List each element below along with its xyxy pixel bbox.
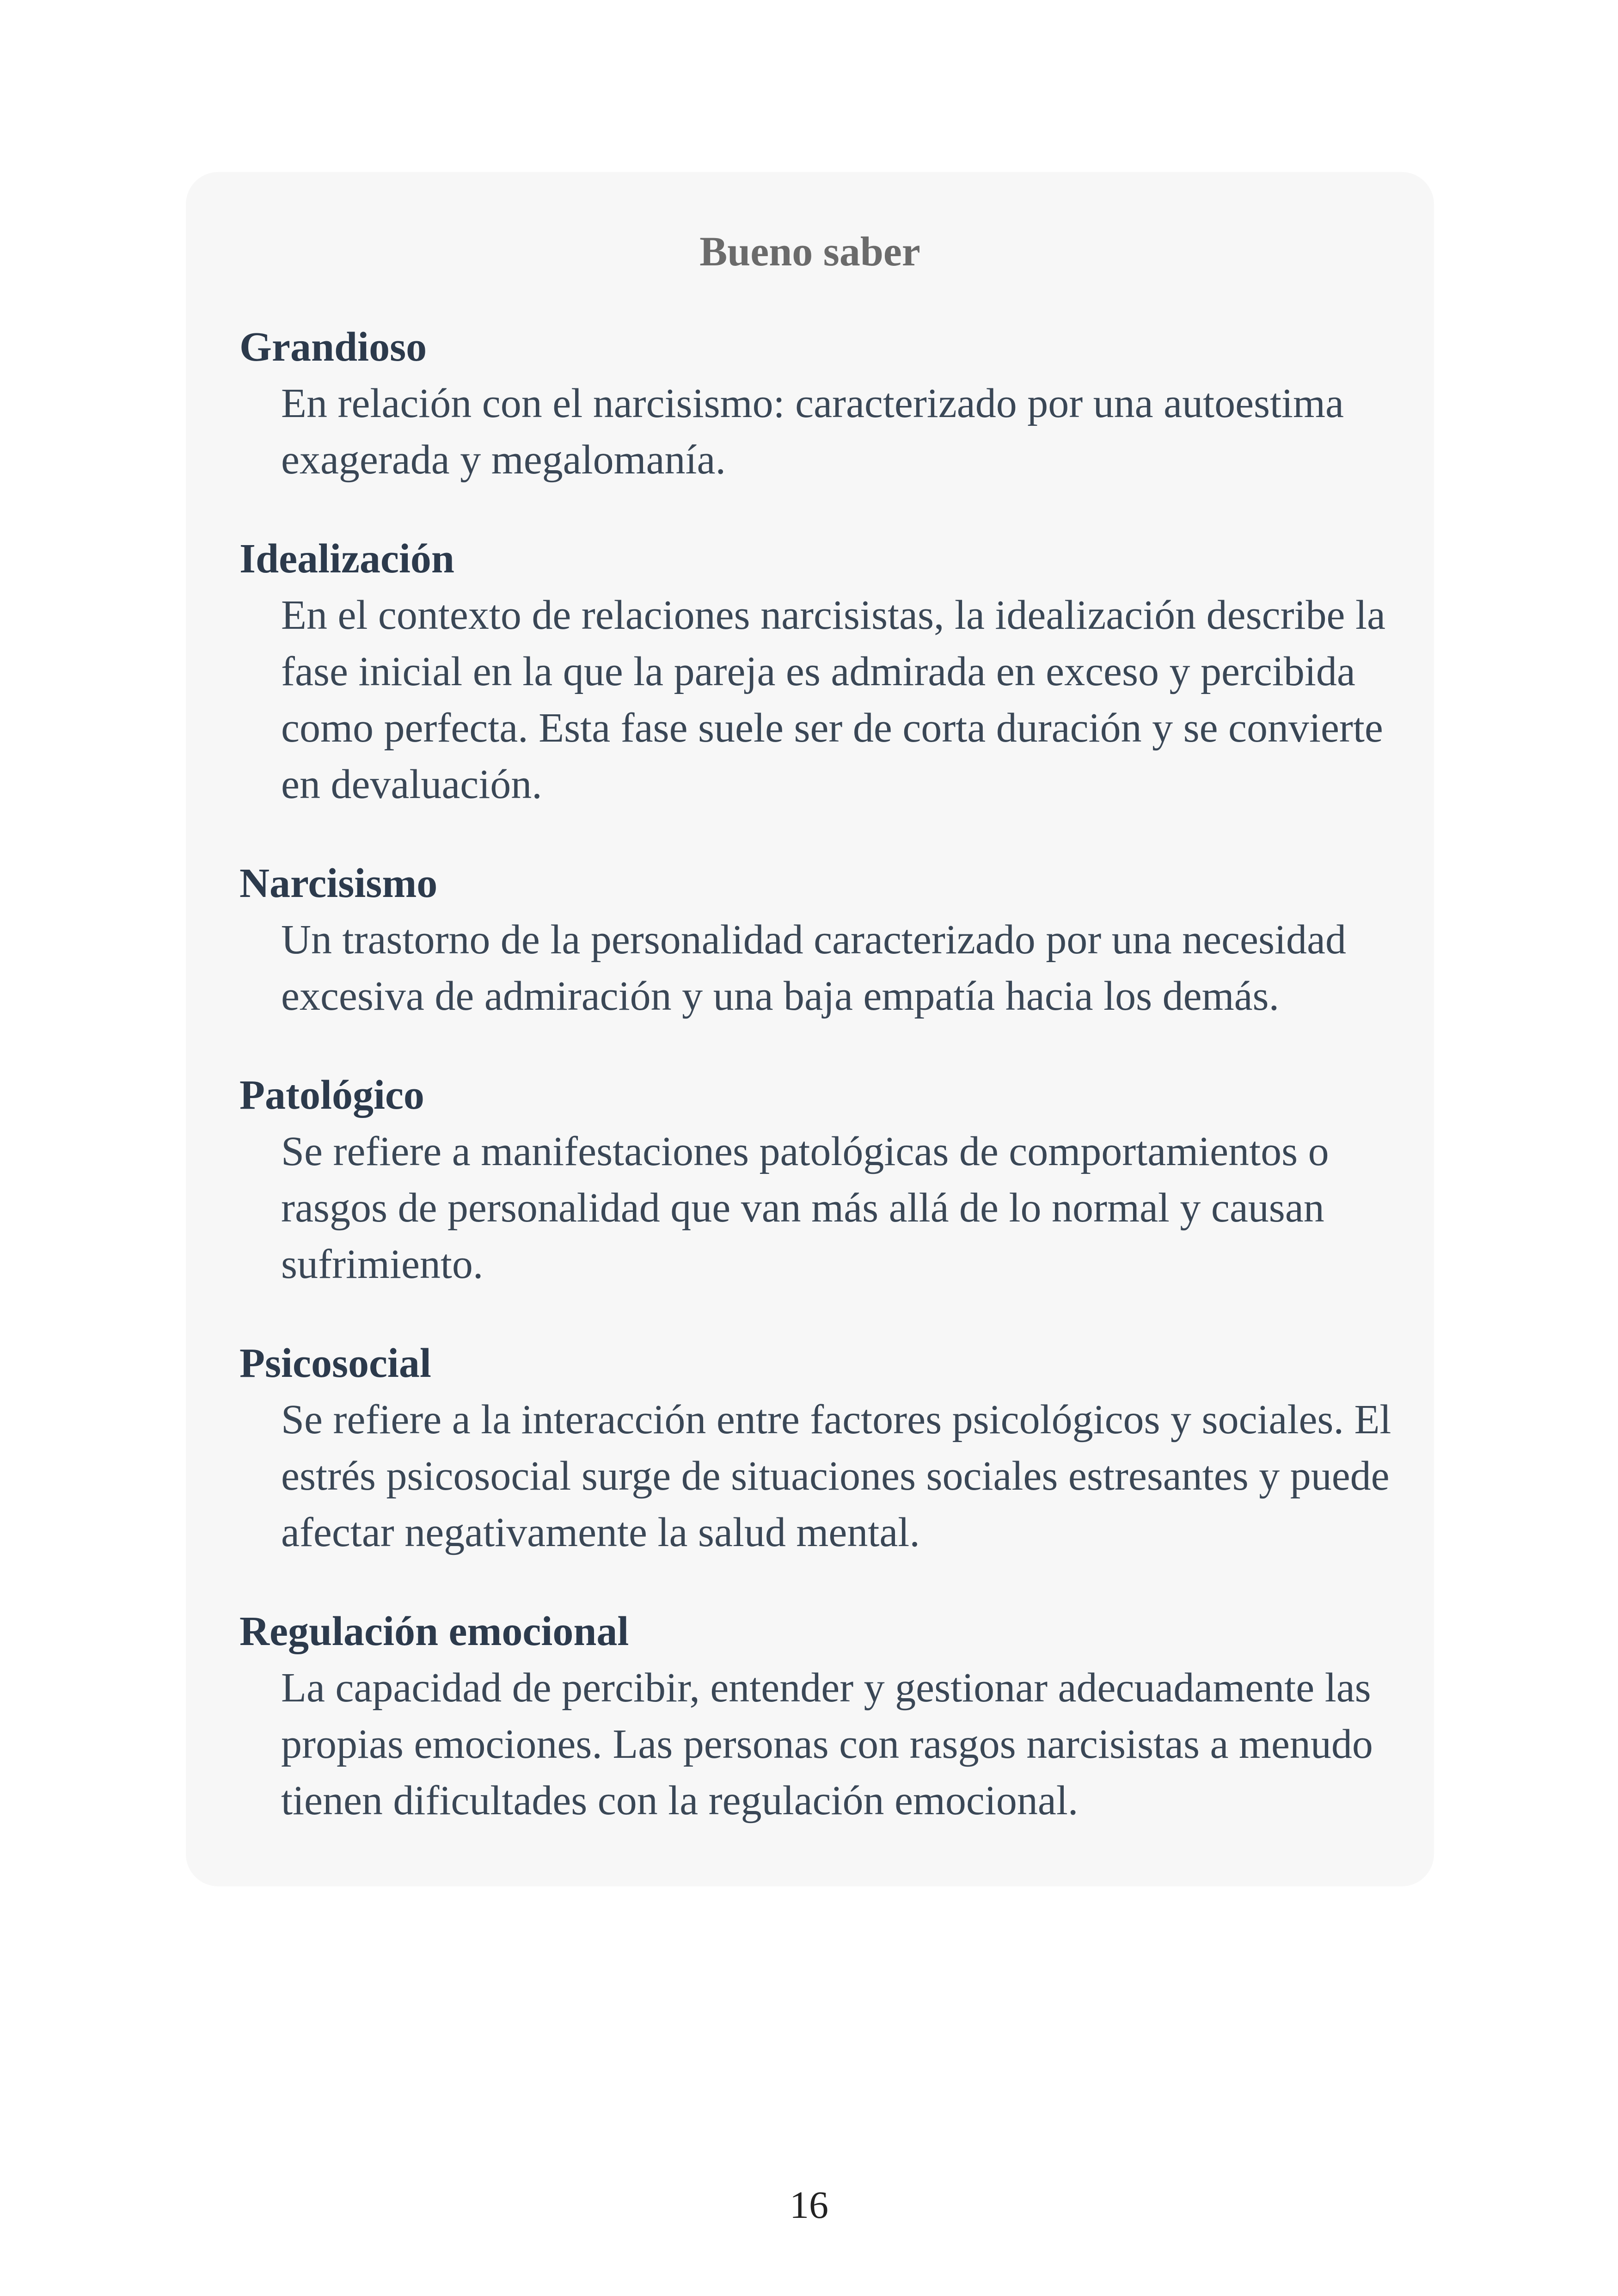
glossary-definition: Se refiere a manifestaciones patológicas de comportamientos o rasgos de personalidad que van más allá de lo normal y causan sufrimiento.	[281, 1129, 1329, 1287]
glossary-term: Narcisismo	[239, 860, 438, 906]
glossary-entry	[239, 1067, 1404, 1293]
glossary-entry	[239, 531, 1404, 813]
glossary-term: Psicosocial	[239, 1340, 431, 1386]
glossary-definition: Se refiere a la interacción entre factores psicológicos y sociales. El estrés psicosocial surge de situaciones sociales estresantes y puede afectar negativamente la salud mental.	[281, 1397, 1391, 1555]
glossary-entry	[239, 1335, 1404, 1561]
glossary-term: Patológico	[239, 1072, 424, 1118]
info-box	[186, 172, 1434, 1886]
glossary-term: Grandioso	[239, 324, 427, 370]
glossary-definition: En el contexto de relaciones narcisistas, la idealización describe la fase inicial en la que la pareja es admirada en exceso y percibida como perfecta. Esta fase suele ser de corta duración y se convierte en devaluación.	[281, 592, 1385, 807]
glossary-term: Idealización	[239, 536, 454, 582]
glossary-term: Regulación emocional	[239, 1608, 629, 1654]
glossary-definition: La capacidad de percibir, entender y gestionar adecuadamente las propias emociones. Las personas con rasgos narcisistas a menudo tienen dificultades con la regulación emocional.	[281, 1665, 1373, 1823]
page-number: 16	[790, 2184, 828, 2227]
glossary-entry	[239, 855, 1404, 1025]
glossary-definition: En relación con el narcisismo: caracterizado por una autoestima exagerada y megalomanía.	[281, 381, 1344, 483]
glossary-entry	[239, 319, 1404, 488]
glossary-entry	[239, 1603, 1404, 1829]
glossary-definition: Un trastorno de la personalidad caracterizado por una necesidad excesiva de admiración y una baja empatía hacia los demás.	[281, 917, 1346, 1019]
glossary-list	[239, 319, 1404, 1872]
box-title: Bueno saber	[699, 229, 920, 275]
